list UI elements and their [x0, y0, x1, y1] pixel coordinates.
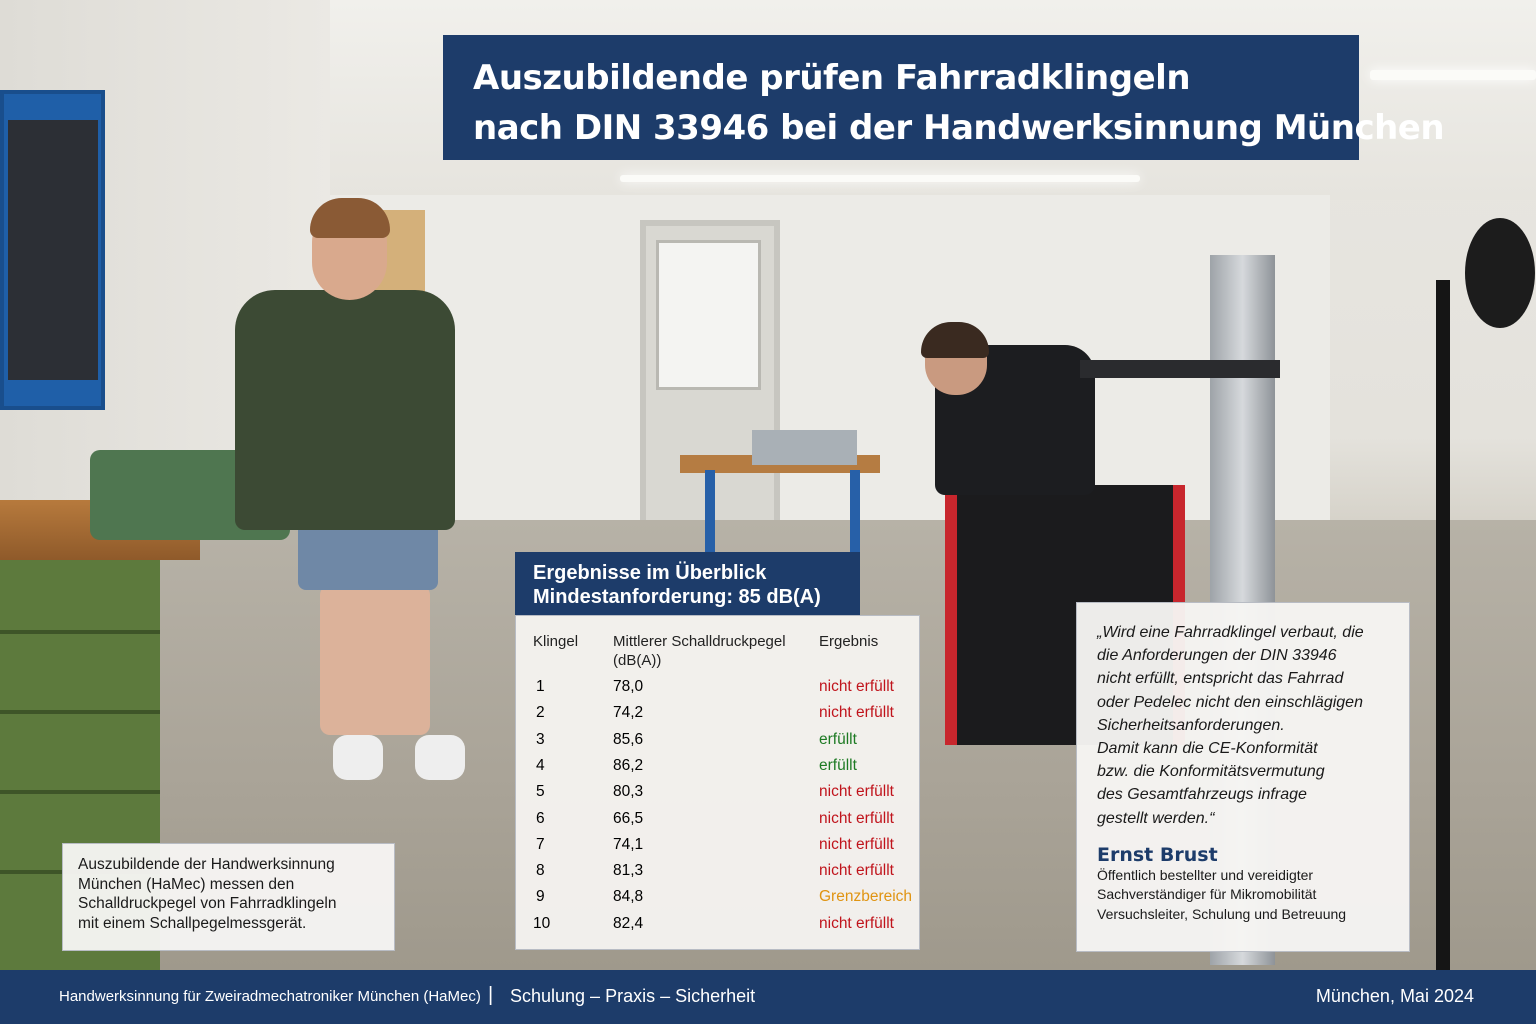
footer-tagline: Schulung – Praxis – Sicherheit	[510, 986, 756, 1006]
result-status: nicht erfüllt	[819, 809, 894, 827]
storage-crate	[752, 430, 857, 465]
sneaker	[333, 735, 383, 780]
table-row	[516, 810, 921, 836]
apprentice-shirt	[235, 290, 455, 530]
table-row	[516, 888, 921, 914]
sound-level-meter-disc	[1465, 218, 1535, 328]
result-status: nicht erfüllt	[819, 862, 894, 880]
bell-number: 8	[536, 862, 545, 880]
sound-level: 81,3	[613, 862, 644, 880]
results-requirement: Mindestanforderung: 85 dB(A)	[533, 586, 821, 608]
footer-organization: Handwerksinnung für Zweiradmechatroniker München (HaMec)	[59, 988, 481, 1005]
apprentice-legs	[320, 585, 430, 735]
quote-line: „Wird eine Fahrradklingel verbaut, die	[1097, 624, 1364, 641]
microphone-stand	[1436, 280, 1450, 970]
caption-line: mit einem Schallpegelmessgerät.	[78, 914, 307, 932]
door-window	[656, 240, 761, 390]
result-status: Grenzbereich	[819, 888, 913, 906]
quote-author-role: Öffentlich bestellter und vereidigter	[1097, 866, 1314, 883]
result-status: erfüllt	[819, 730, 857, 748]
column-header-pegel	[613, 632, 786, 670]
quote-line: die Anforderungen der DIN 33946	[1097, 647, 1337, 665]
result-status: nicht erfüllt	[819, 835, 894, 853]
table-row	[516, 678, 921, 704]
footer-date: München, Mai 2024	[1315, 986, 1474, 1006]
sound-level: 86,2	[613, 756, 644, 774]
bell-number: 5	[536, 783, 545, 801]
bell-number: 2	[536, 704, 545, 722]
table-row	[516, 836, 921, 862]
sound-level: 85,6	[613, 730, 644, 748]
caption-line: Auszubildende der Handwerksinnung	[78, 856, 335, 873]
quote-author-role: Sachverständiger für Mikromobilität	[1097, 886, 1317, 903]
sound-level: 66,5	[613, 809, 644, 827]
sound-level: 84,8	[613, 888, 644, 906]
sound-level: 78,0	[613, 678, 644, 695]
column-header-pegel-line2: (dB(A))	[613, 652, 662, 669]
headline-banner	[443, 35, 1445, 160]
sound-level: 74,2	[613, 704, 644, 722]
bell-number: 4	[536, 756, 545, 774]
table-row	[516, 731, 921, 757]
quote-line: oder Pedelec nicht den einschlägigen	[1097, 693, 1363, 711]
quote-line: gestellt werden.“	[1097, 809, 1215, 827]
sound-level: 74,1	[613, 835, 644, 853]
photo-caption	[62, 843, 395, 951]
expert-quote	[1076, 602, 1410, 952]
quote-author-name: Ernst Brust	[1097, 843, 1218, 866]
caption-line: Schalldruckpegel von Fahrradklingeln	[78, 895, 337, 912]
bell-number: 9	[536, 888, 545, 906]
headline-line-2: nach DIN 33946 bei der Handwerksinnung München	[473, 108, 1445, 148]
sound-level: 80,3	[613, 783, 644, 801]
bell-number: 10	[533, 914, 551, 932]
result-status: nicht erfüllt	[819, 678, 894, 695]
column-header-klingel: Klingel	[533, 633, 579, 650]
bell-number: 6	[536, 809, 545, 827]
bell-number: 3	[536, 730, 545, 748]
bell-number: 7	[536, 835, 545, 853]
quote-line: Damit kann die CE-Konformität	[1097, 740, 1318, 758]
table-row	[516, 783, 921, 809]
quote-line: bzw. die Konformitätsvermutung	[1097, 763, 1325, 781]
headline-line-1: Auszubildende prüfen Fahrradklingeln	[473, 58, 1191, 98]
result-status: nicht erfüllt	[819, 914, 894, 932]
table-row	[516, 862, 921, 888]
quote-author-role: Versuchsleiter, Schulung und Betreuung	[1097, 905, 1347, 922]
quote-line: des Gesamtfahrzeugs infrage	[1097, 786, 1307, 804]
results-table	[515, 615, 920, 950]
column-header-ergebnis: Ergebnis	[819, 633, 879, 650]
sound-level: 82,4	[613, 914, 644, 932]
footer-bar	[0, 970, 1536, 1024]
result-status: erfüllt	[819, 756, 857, 774]
results-heading: Ergebnisse im Überblick	[533, 562, 767, 584]
repair-stand-arm	[1080, 360, 1280, 378]
footer-separator: |	[488, 984, 494, 1006]
table-row	[516, 915, 921, 941]
quote-line: nicht erfüllt, entspricht das Fahrrad	[1097, 670, 1344, 688]
quote-line: Sicherheitsanforderungen.	[1097, 716, 1285, 734]
result-status: nicht erfüllt	[819, 783, 894, 801]
caption-line: München (HaMec) messen den	[78, 875, 295, 893]
table-row	[516, 757, 921, 783]
table-row	[516, 704, 921, 730]
sneaker	[415, 735, 465, 780]
bell-number: 1	[536, 678, 545, 695]
results-header	[515, 552, 860, 616]
result-status: nicht erfüllt	[819, 704, 894, 722]
tool-pegboard	[8, 120, 98, 380]
results-panel	[515, 552, 920, 950]
ceiling-light	[1370, 70, 1536, 80]
column-header-pegel-line1: Mittlerer Schalldruckpegel	[613, 633, 786, 650]
ceiling-light	[620, 175, 1140, 182]
